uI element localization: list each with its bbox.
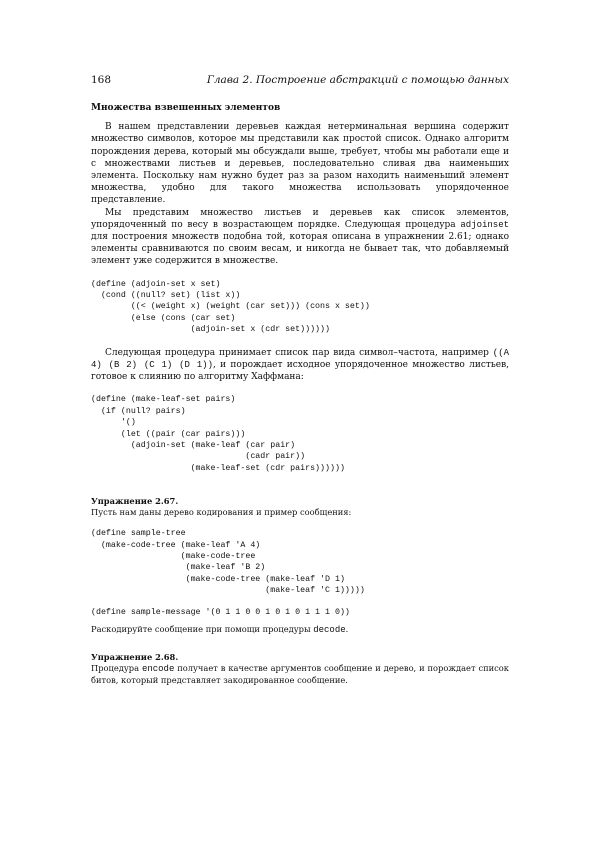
exercise-2-68-text-a: Процедура: [91, 662, 142, 673]
paragraph-3-text-a: Следующая процедура принимает список пар вида символ–частота, например: [105, 347, 493, 358]
paragraph-3: [91, 347, 509, 384]
inline-code-adjoinset: adjoinset: [460, 219, 509, 230]
paragraph-2: [91, 207, 509, 268]
paragraph-2-text-a: Мы представим множество листьев и деревьев как список элементов, упорядоченный по весу в возрастающем порядке. Следующая процедура: [91, 207, 509, 230]
exercise-2-67-task-text-b: .: [345, 623, 349, 634]
code-block-make-leaf-set: (define (make-leaf-set pairs) (if (null? pairs) '() (let ((pair (car pairs))) (adjoin-set (make-leaf (car pair) (cadr pair)) (make-leaf-set (cdr pairs)))))): [91, 395, 345, 473]
code-block-sample-tree: (define sample-tree (make-code-tree (make-leaf 'A 4) (make-code-tree (make-leaf 'B 2) (make-code-tree (make-leaf 'D 1) (make-leaf 'C 1))))): [91, 529, 365, 596]
inline-code-decode: decode: [313, 624, 346, 635]
inline-code-encode: encode: [141, 663, 175, 674]
inline-code-pairs-example: ((A 4) (B 2) (C 1) (D 1)): [91, 347, 509, 370]
exercise-2-67-intro: Пусть нам даны дерево кодирования и пример сообщения:: [91, 507, 352, 518]
page-number: 168: [91, 74, 112, 86]
paragraph-2-text-b: для построения множеств подобна той, которая описана в упражнении 2.61; однако элементы сравниваются по своим весам, и никогда не бывает так, что добавляемый элемент уже содержится в множестве.: [91, 232, 509, 267]
section-title: Множества взвешенных элементов: [91, 103, 281, 113]
code-block-adjoin-set: (define (adjoin-set x set) (cond ((null? set) (list x)) ((< (weight x) (weight (car set))) (cons x set)) (else (cons (car set) (adjoin-set x (cdr set)))))): [91, 279, 370, 335]
exercise-2-68-text-b: получает в качестве аргументов сообщение и дерево, и порождает список битов, который представляет закодированное сообщение.: [91, 662, 509, 685]
exercise-2-68-title: Упражнение 2.68.: [91, 651, 179, 662]
code-block-sample-message: (define sample-message '(0 1 1 0 0 1 0 1 0 1 1 1 0)): [91, 607, 350, 617]
exercise-2-67-task-text-a: Раскодируйте сообщение при помощи процедуры: [91, 623, 314, 634]
exercise-2-68-text: [91, 663, 509, 686]
page-body: [91, 102, 509, 686]
paragraph-1: В нашем представлении деревьев каждая нетерминальная вершина содержит множество символов, которое мы представили как простой список. Однако алгоритм порождения дерева, который мы обсуждали выше, требует, чтобы мы работали еще и с множествами листьев и деревьев, последовательно сливая два наименьших элемента. Поскольку нам нужно будет раз за разом находить наименьший элемент множества, удобно для такого множества использовать упорядоченное представление.: [91, 122, 509, 206]
paragraph-3-text-b: , и порождает исходное упорядоченное множество листьев, готовое к слиянию по алгоритму Хаффмана:: [91, 359, 509, 383]
running-title: Глава 2. Построение абстракций с помощью данных: [206, 74, 509, 86]
page-header: [91, 74, 509, 88]
exercise-2-67-title: Упражнение 2.67.: [91, 496, 179, 507]
exercise-2-67-task: [91, 624, 509, 636]
